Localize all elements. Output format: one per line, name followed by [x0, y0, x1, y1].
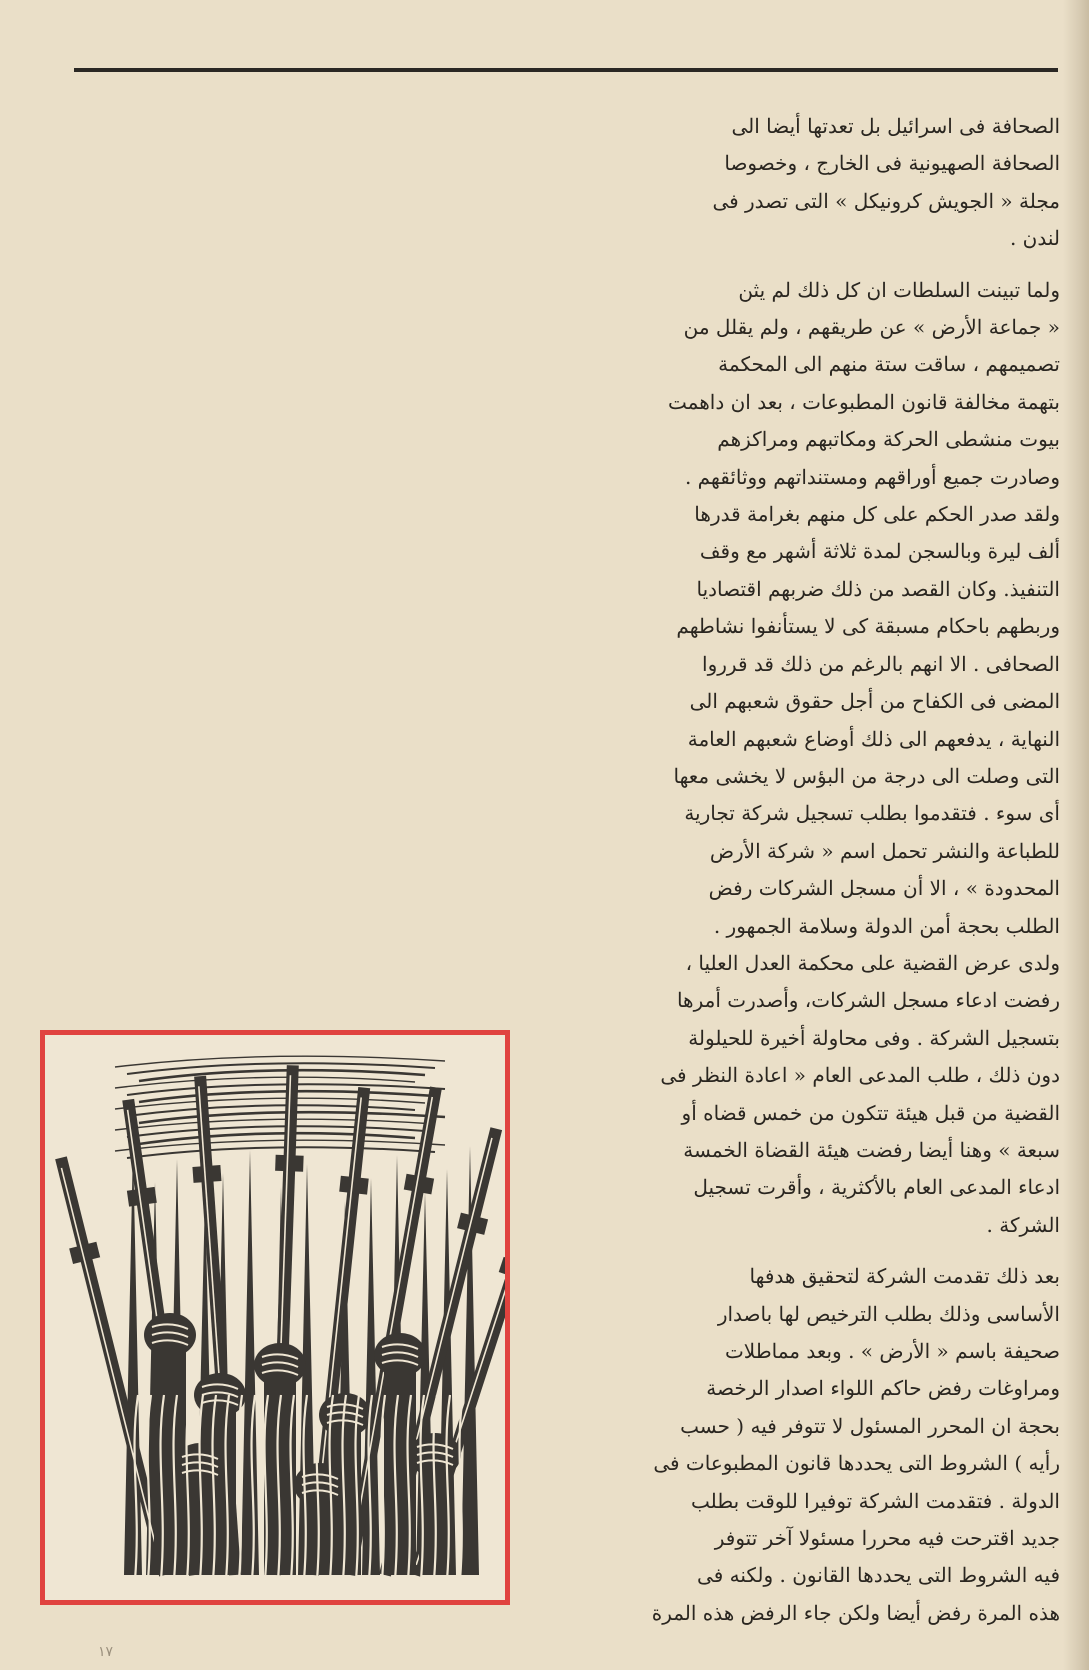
text-line: ولقد صدر الحكم على كل منهم بغرامة قدرها — [694, 502, 1060, 527]
text-line: الأساسى وذلك بطلب الترخيص لها باصدار — [717, 1301, 1060, 1326]
text-line: الطلب بحجة أمن الدولة وسلامة الجمهور . — [713, 913, 1060, 938]
article-text-column — [612, 108, 1060, 1632]
text-line: الشركة . — [986, 1212, 1060, 1237]
rifle-guard — [339, 1176, 369, 1195]
illustration-frame — [40, 1030, 510, 1605]
text-line: لندن . — [1009, 226, 1060, 251]
article-paragraph — [612, 108, 1060, 258]
text-line: سبعة » وهنا أيضا رفضت هيئة القضاة الخمسة — [683, 1137, 1060, 1162]
text-line: الصحافة فى اسرائيل بل تعدتها أيضا الى — [731, 114, 1060, 138]
text-line: التى وصلت الى درجة من البؤس لا يخشى معها — [673, 763, 1060, 788]
text-line: بتسجيل الشركة . وفى محاولة أخيرة للحيلولة — [688, 1025, 1060, 1050]
article-paragraph — [612, 272, 1060, 1245]
rifle-guard — [192, 1165, 221, 1183]
text-line: بعد ذلك تقدمت الشركة لتحقيق هدفها — [749, 1264, 1060, 1289]
text-line: وصادرت جميع أوراقهم ومستنداتهم ووثائقهم . — [684, 464, 1060, 489]
article-paragraph — [612, 1258, 1060, 1632]
text-line: ألف ليرة وبالسجن لمدة ثلاثة أشهر مع وقف — [699, 539, 1060, 564]
text-line: بحجة ان المحرر المسئول لا تتوفر فيه ( حسب — [680, 1413, 1060, 1438]
text-line: مجلة « الجويش كرونيكل » التى تصدر فى — [712, 188, 1060, 213]
text-line: جديد اقترحت فيه محررا مسئولا آخر تتوفر — [714, 1526, 1060, 1551]
text-line: النهاية ، يدفعهم الى ذلك أوضاع شعبهم العامة — [687, 726, 1060, 751]
text-line: رفضت ادعاء مسجل الشركات، وأصدرت أمرها — [676, 988, 1060, 1013]
text-line: وربطهم باحكام مسبقة كى لا يستأنفوا نشاطهم — [676, 614, 1060, 639]
text-line: « جماعة الأرض » عن طريقهم ، ولم يقلل من — [683, 315, 1060, 340]
text-line: الدولة . فتقدمت الشركة توفيرا للوقت بطلب — [690, 1488, 1060, 1513]
text-line: صحيفة باسم « الأرض » . وبعد مماطلات — [724, 1339, 1060, 1363]
text-line: ادعاء المدعى العام بالأكثرية ، وأقرت تسجيل — [693, 1175, 1060, 1200]
text-line: ولدى عرض القضية على محكمة العدل العليا ، — [685, 950, 1060, 975]
woodcut-illustration — [45, 1035, 505, 1600]
text-line: القضية من قبل هيئة تتكون من خمس قضاه أو — [681, 1100, 1060, 1125]
text-line: المضى فى الكفاح من أجل حقوق شعبهم الى — [689, 689, 1060, 714]
text-line: بتهمة مخالفة قانون المطبوعات ، بعد ان داهمت — [668, 389, 1060, 414]
text-line: بيوت منشطى الحركة ومكاتبهم ومراكزهم — [717, 427, 1060, 452]
rifle-guard — [275, 1155, 304, 1172]
text-line: دون ذلك ، طلب المدعى العام « اعادة النظر فى — [660, 1063, 1060, 1088]
text-line: الصحافة الصهيونية فى الخارج ، وخصوصا — [724, 151, 1060, 176]
text-line: هذه المرة رفض أيضا ولكن جاء الرفض هذه المرة — [651, 1600, 1060, 1625]
text-line: المحدودة » ، الا أن مسجل الشركات رفض — [708, 876, 1060, 901]
text-line: للطباعة والنشر تحمل اسم « شركة الأرض — [709, 838, 1060, 863]
top-rule — [74, 68, 1058, 72]
text-line: رأيه ) الشروط التى يحددها قانون المطبوعات فى — [653, 1451, 1060, 1476]
text-line: أى سوء . فتقدموا بطلب تسجيل شركة تجارية — [684, 801, 1060, 826]
text-line: ولما تبينت السلطات ان كل ذلك لم يثن — [738, 277, 1060, 302]
page-mark: ١٧ — [98, 1644, 114, 1660]
text-line: ومراوغات رفض حاكم اللواء اصدار الرخصة — [706, 1376, 1060, 1401]
page-edge-shadow — [1063, 0, 1089, 1670]
text-line: التنفيذ. وكان القصد من ذلك ضربهم اقتصاديا — [696, 576, 1060, 601]
text-line: فيه الشروط التى يحددها القانون . ولكنه فى — [697, 1563, 1060, 1588]
text-line: تصميمهم ، ساقت ستة منهم الى المحكمة — [718, 352, 1060, 377]
text-line: الصحافى . الا انهم بالرغم من ذلك قد قرروا — [702, 651, 1060, 676]
